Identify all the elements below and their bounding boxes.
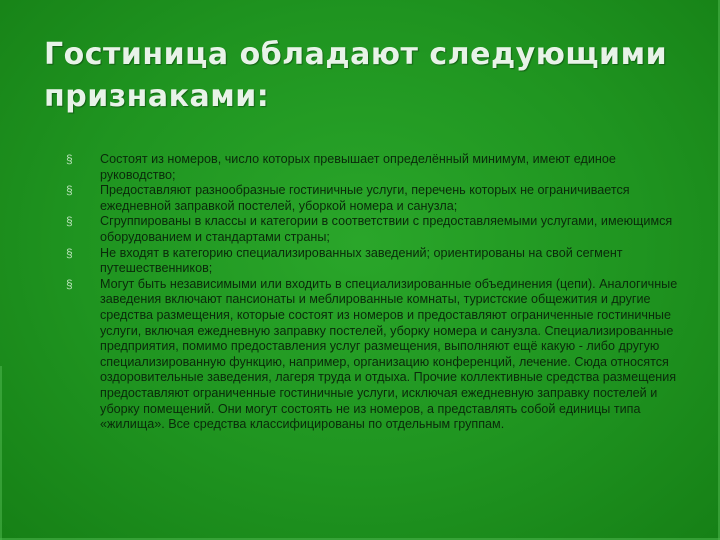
list-item xyxy=(66,152,686,183)
bullet-icon: § xyxy=(66,276,73,291)
list-item xyxy=(66,183,686,214)
list-item-text: Могут быть независимыми или входить в специализированные объединения (цепи). Аналогичные заведения включают пансионаты и меблированные комнаты, туристские общежития и другие средства размещения, которые состоят из номеров и предоставляют ограниченные гостиничные услуги, включая ежедневную заправку постелей, уборку номера и санузла. Специализированные предприятия, помимо предоставления услуг размещения, выполняют ещё какую - либо другую специализированную функцию, например, организацию конференций, лечение. Сюда относятся оздоровительные заведения, лагеря труда и отдыха. Прочие коллективные средства размещения предоставляют ограниченные гостиничные услуги, исключая ежедневную заправку постелей и уборку помещений. Они могут состоять не из номеров, а представлять собой единицы типа «жилища». Все средства классифицированы по отдельным группам. xyxy=(100,276,678,432)
bullet-icon: § xyxy=(66,245,73,260)
list-item-text: Предоставляют разнообразные гостиничные услуги, перечень которых не ограничивается ежедневной заправкой постелей, уборкой номера и санузла; xyxy=(100,183,630,213)
list-item xyxy=(66,214,686,245)
list-item xyxy=(66,277,686,433)
list-item xyxy=(66,246,686,277)
bullet-icon: § xyxy=(66,152,73,166)
frame-line-left xyxy=(0,366,2,540)
bullet-icon: § xyxy=(66,214,73,229)
bullet-icon: § xyxy=(66,183,73,198)
list-item-text: Состоят из номеров, число которых превышает определённый минимум, имеют единое руководство; xyxy=(100,152,616,182)
list-item-text: Не входят в категорию специализированных заведений; ориентированы на свой сегмент путешественников; xyxy=(100,245,623,276)
slide-title: Гостиница обладают следующими признаками: xyxy=(44,37,668,114)
bullet-list xyxy=(66,152,686,433)
list-item-text: Сгруппированы в классы и категории в соответствии с предоставляемыми услугами, имеющимся оборудованием и стандартами страны; xyxy=(100,214,673,244)
